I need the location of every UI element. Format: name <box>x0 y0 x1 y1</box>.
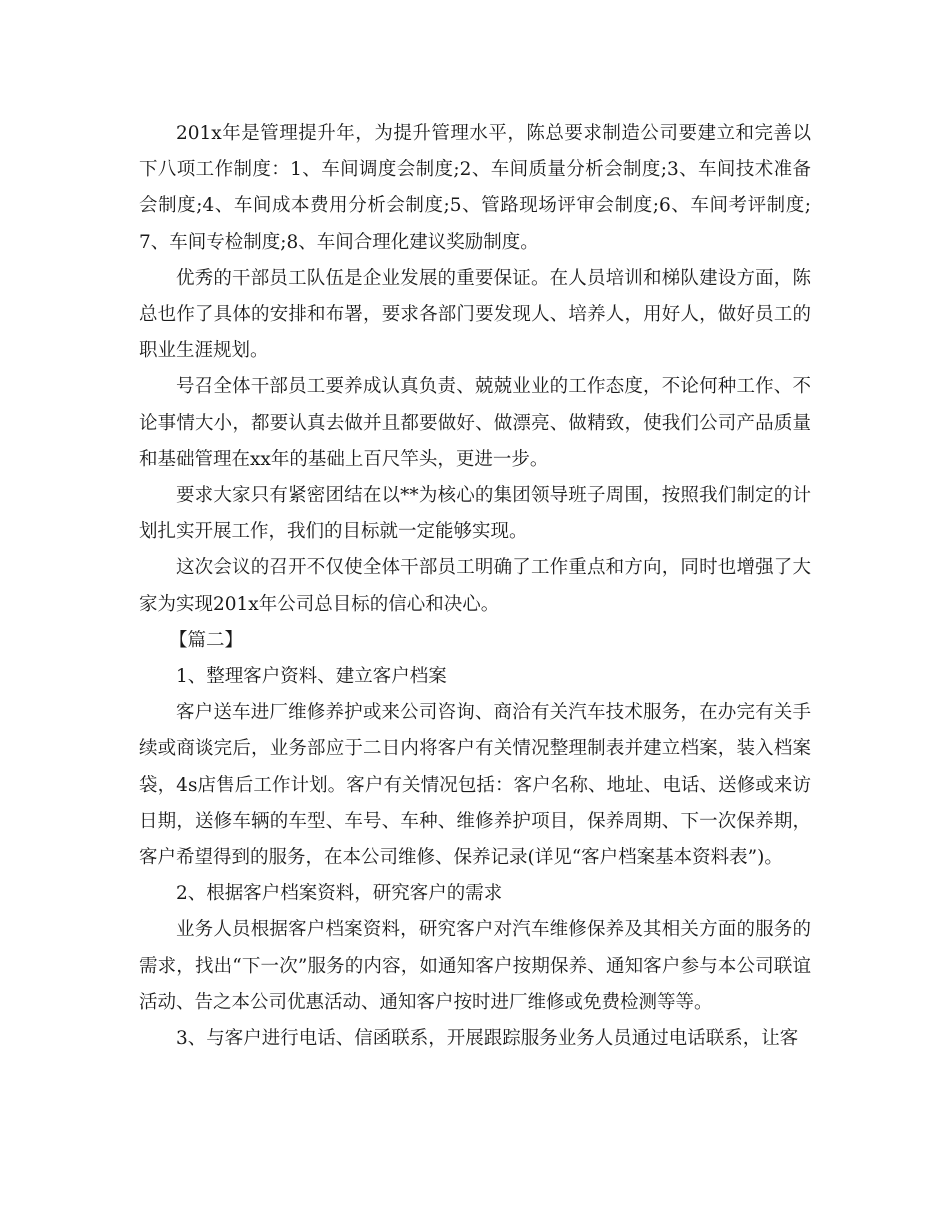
body-paragraph-meeting-summary: 这次会议的召开不仅使全体干部员工明确了工作重点和方向，同时也增强了大家为实现201x年公司总目标的信心和决心。 <box>139 557 811 615</box>
list-heading-follow-up: 3、与客户进行电话、信函联系，开展跟踪服务业务人员通过电话联系，让客 <box>176 1028 799 1050</box>
body-paragraph-staff-team: 优秀的干部员工队伍是企业发展的重要保证。在人员培训和梯队建设方面，陈总也作了具体的安排和布署，要求各部门要发现人、培养人，用好人，做好员工的职业生涯规划。 <box>139 267 811 362</box>
document-body <box>139 116 811 1057</box>
list-heading-customer-needs: 2、根据客户档案资料，研究客户的需求 <box>176 883 503 905</box>
section-heading: 【篇二】 <box>169 629 244 651</box>
list-heading-customer-files: 1、整理客户资料、建立客户档案 <box>176 666 447 688</box>
body-paragraph-unity: 要求大家只有紧密团结在以**为核心的集团领导班子周围，按照我们制定的计划扎实开展工作，我们的目标就一定能够实现。 <box>139 485 811 543</box>
body-paragraph-customer-needs: 业务人员根据客户档案资料，研究客户对汽车维修保养及其相关方面的服务的需求，找出“下一次”服务的内容，如通知客户按期保养、通知客户参与本公司联谊活动、告之本公司优惠活动、通知客户按时进厂维修或免费检测等等。 <box>139 919 811 1013</box>
body-paragraph-work-attitude: 号召全体干部员工要养成认真负责、兢兢业业的工作态度，不论何种工作、不论事情大小，都要认真去做并且都要做好、做漂亮、做精致，使我们公司产品质量和基础管理在xx年的基础上百尺竿头，更进一步。 <box>139 376 811 470</box>
body-paragraph-management-system: 201x年是管理提升年，为提升管理水平，陈总要求制造公司要建立和完善以下八项工作制度：1、车间调度会制度;2、车间质量分析会制度;3、车间技术准备会制度;4、车间成本费用分析会制度;5、管路现场评审会制度;6、车间考评制度;7、车间专检制度;8、车间合理化建议奖励制度。 <box>139 123 811 253</box>
body-paragraph-customer-files: 客户送车进厂维修养护或来公司咨询、商洽有关汽车技术服务，在办完有关手续或商谈完后，业务部应于二日内将客户有关情况整理制表并建立档案，装入档案袋，4s店售后工作计划。客户有关情况包括：客户名称、地址、电话、送修或来访日期，送修车辆的车型、车号、车种、维修养护项目，保养周期、下一次保养期，客户希望得到的服务，在本公司维修、保养记录(详见“客户档案基本资料表”)。 <box>139 702 811 869</box>
